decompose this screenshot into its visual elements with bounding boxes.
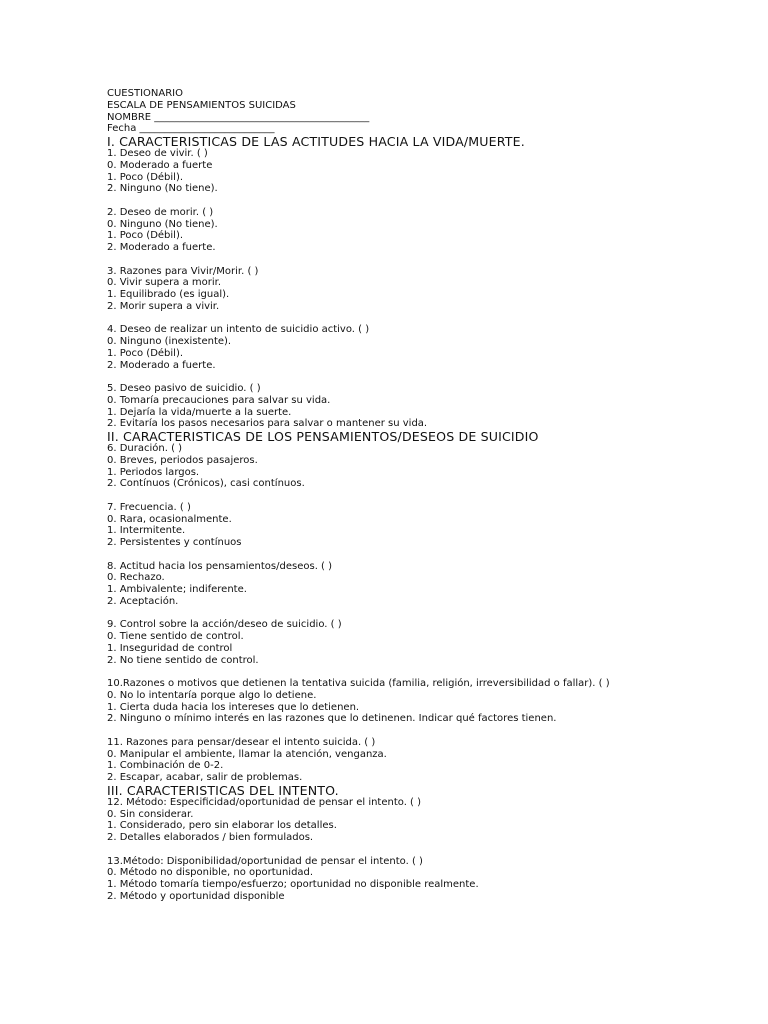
answer-option: 2. Método y oportunidad disponible [107,890,285,902]
question-text: 9. Control sobre la acción/deseo de suicidio. ( ) [107,619,342,631]
item-spacer [107,725,727,737]
section-heading: I. CARACTERISTICAS DE LAS ACTITUDES HACIA LA VIDA/MUERTE. [107,134,525,149]
answer-option: 0. Ninguno (No tiene). [107,218,218,230]
answer-option: 0. Vivir supera a morir. [107,277,221,289]
answer-option: 1. Poco (Débil). [107,230,184,242]
question-text: 1. Deseo de vivir. ( ) [107,148,208,159]
answer-option: 0. Tiene sentido de control. [107,631,244,642]
answer-option: 0. Tomaría precauciones para salvar su vida. [107,394,331,406]
answer-option: 2. Ninguno (No tiene). [107,183,218,195]
item-spacer [107,549,727,561]
answer-option: 0. Breves, periodos pasajeros. [107,454,258,466]
item-spacer [107,313,727,325]
answer-option: 0. Manipular el ambiente, llamar la atención, venganza. [107,748,387,760]
answer-option: 2. Contínuos (Crónicos), casi contínuos. [107,478,305,490]
item-spacer [107,254,727,266]
item-spacer [107,666,727,678]
answer-option: 1. Equilibrado (es igual). [107,289,230,300]
answer-option: 2. Moderado a fuerte. [107,359,216,371]
answer-option: 1. Método tomaría tiempo/esfuerzo; oportunidad no disponible realmente. [107,879,479,890]
answer-option: 1. Cierta duda hacia los intereses que lo detienen. [107,701,360,713]
question-text: 13.Método: Disponibilidad/oportunidad de pensar el intento. ( ) [107,855,423,867]
answer-option: 2. Detalles elaborados / bien formulados. [107,832,314,843]
section-heading: II. CARACTERISTICAS DE LOS PENSAMIENTOS/DESEOS DE SUICIDIO [107,429,539,444]
item-spacer [107,844,727,856]
answer-option: 1. Combinación de 0-2. [107,760,224,772]
question-text: 4. Deseo de realizar un intento de suicidio activo. ( ) [107,324,370,336]
question-text: 11. Razones para pensar/desear el intento suicida. ( ) [107,736,376,748]
section-heading: III. CARACTERISTICAS DEL INTENTO. [107,782,339,798]
answer-option: 0. Rara, ocasionalmente. [107,513,232,525]
item-spacer [107,490,727,502]
answer-option: 2. Evitaría los pasos necesarios para salvar o mantener su vida. [107,418,428,430]
answer-option: 1. Poco (Débil). [107,347,184,359]
item-spacer [107,371,727,383]
answer-option: 1. Considerado, pero sin elaborar los detalles. [107,820,337,832]
answer-option: 1. Inseguridad de control [107,642,233,654]
answer-option: 1. Periodos largos. [107,466,200,478]
answer-option: 2. Aceptación. [107,595,179,607]
question-text: 5. Deseo pasivo de suicidio. ( ) [107,383,261,394]
answer-option: 0. Método no disponible, no oportunidad. [107,867,314,879]
answer-option: 2. No tiene sentido de control. [107,654,259,666]
answer-option: 1. Ambivalente; indiferente. [107,584,247,595]
answer-option: 0. Ninguno (inexistente). [107,336,232,347]
name-field-line: NOMBRE ___________________________________________ [107,111,370,123]
question-text: 6. Duración. ( ) [107,443,183,454]
question-text: 2. Deseo de morir. ( ) [107,206,214,218]
answer-option: 1. Intermitente. [107,525,186,537]
answer-option: 0. No lo intentaría porque algo lo detiene. [107,689,317,701]
item-spacer [107,195,727,207]
answer-option: 2. Persistentes y contínuos [107,537,242,548]
question-text: 8. Actitud hacia los pensamientos/deseos. ( ) [107,560,333,572]
question-text: 3. Razones para Vivir/Morir. ( ) [107,265,259,277]
date-field-line: Fecha ___________________________ [107,123,275,135]
question-text: 10.Razones o motivos que detienen la tentativa suicida (familia, religión, irreversibilidad o fallar). ( ) [107,678,610,689]
answer-option: 0. Moderado a fuerte [107,159,213,171]
question-text: 7. Frecuencia. ( ) [107,501,191,513]
question-text: 12. Método: Especificidad/oportunidad de pensar el intento. ( ) [107,796,422,808]
answer-option: 1. Dejaría la vida/muerte a la suerte. [107,406,292,418]
answer-option: 2. Ninguno o mínimo interés en las razones que lo detinenen. Indicar qué factores tienen. [107,713,557,725]
answer-option: 0. Rechazo. [107,572,165,584]
questionnaire-page [107,88,727,903]
answer-option: 2. Morir supera a vivir. [107,300,220,312]
answer-option: 1. Poco (Débil). [107,171,184,183]
questionnaire-sections [107,135,727,903]
item-spacer [107,608,727,620]
answer-option: 2. Escapar, acabar, salir de problemas. [107,772,303,783]
answer-option: 2. Moderado a fuerte. [107,242,216,253]
document-title: CUESTIONARIO [107,88,183,99]
document-subtitle: ESCALA DE PENSAMIENTOS SUICIDAS [107,99,296,111]
answer-option: 0. Sin considerar. [107,808,194,820]
